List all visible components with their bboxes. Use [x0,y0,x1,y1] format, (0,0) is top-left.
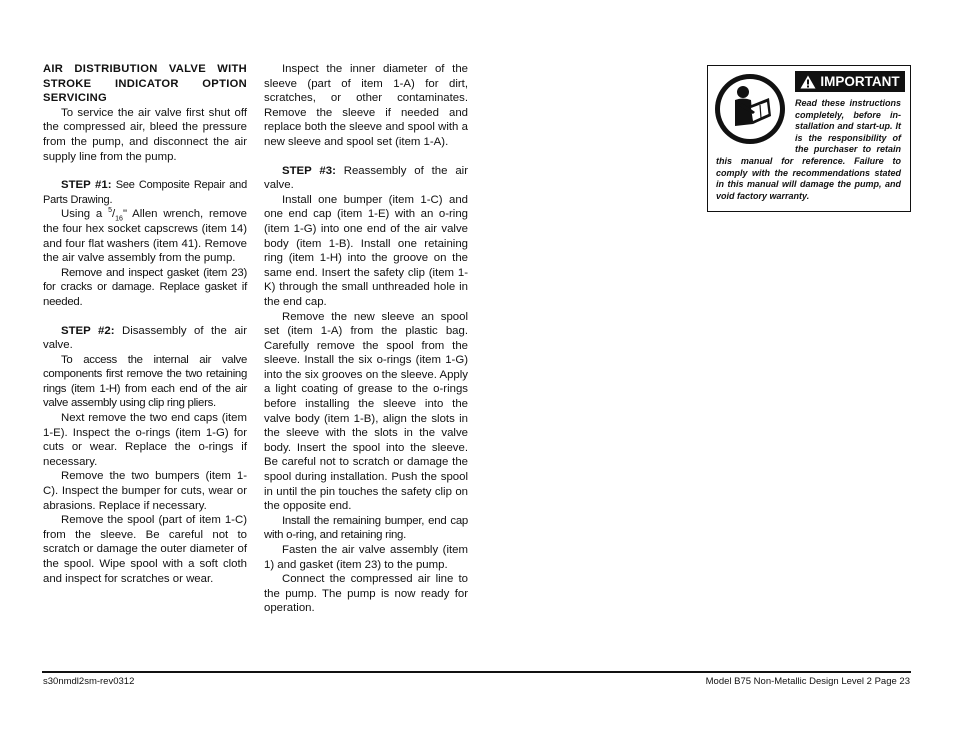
important-notice-box [707,65,911,212]
step2-text: Disassembly of the air valve. [43,324,247,352]
install-paragraph: Install one bumper (item 1-C) and one end cap (item 1-E) with an o-ring (item 1-G) into one end of the air valve body (item 1-B). Install one retaining ring (item 1-H) into the groove on the same end. Insert the safety clip (item 1-K) through the small unthreaded hole in the end cap. [264,193,468,308]
fraction-denominator: 16 [115,215,123,223]
section-heading [43,62,247,106]
important-label: IMPORTANT [820,74,900,89]
step1-label: STEP #1: [61,179,112,192]
connect-paragraph: Connect the compressed air line to the pump. The pump is now ready for operation. [264,573,468,615]
step1-paragraph [43,178,247,207]
step2-label: STEP #2: [61,324,115,337]
intro-paragraph: To service the air valve first shut off the compressed air, bleed the pressure from the pump, and disconnect the air supply line from the pump. [43,106,247,163]
step3-label: STEP #3: [282,164,336,177]
wrench-paragraph: Using a $^5/_{16}$" Allen wrench, remove the four hex socket capscrews (item 14) and four flat washers (item 41). Remove the air valve assembly from the pump. [43,207,247,265]
spool-paragraph: Remove the spool (part of item 1-C) from the sleeve. Be careful not to scratch or damage the outer diameter of the spool. Wipe spool with a soft cloth and inspect for scratches or wear. [43,514,247,585]
new-sleeve-paragraph: Remove the new sleeve an spool set (item 1-A) from the plastic bag. Carefully remove the spool from the sleeve. Install the six o-rings (item 1-G) into the six grooves on the sleeve. Apply a light coating of grease to the o-rings before installing the sleeve into the valve body (item 1-B), align the slots in the sleeve with the slots in the valve body. Insert the spool into the sleeve. Be careful not to scratch or damage the spool during installation. Push the spool in until the pin touches the safety clip on the opposite end. [264,310,468,513]
step1-text: See Composite Repair and Parts Drawing. [43,179,247,206]
gasket-paragraph: Remove and inspect gasket (item 23) for cracks or damage. Replace gasket if needed. [43,266,247,308]
footer-rule [42,671,911,673]
remaining-paragraph: Install the remaining bumper, end cap with o-ring, and retaining ring. [264,514,468,542]
fraction-numerator: 5 [108,207,112,215]
important-banner [795,71,905,92]
heading-line-2: STROKE INDICATOR OPTION [43,77,247,90]
inspect-paragraph: Inspect the inner diameter of the sleeve (part of item 1-A) for dirt, scratches, or other contaminates. Remove the sleeve if needed and replace both the sleeve and spool with a new sleeve and spool set (item 1-A). [264,63,468,148]
middle-column [264,62,468,616]
left-column [43,62,247,586]
endcaps-paragraph: Next remove the two end caps (item 1-E). Inspect the o-rings (item 1-G) for cuts or wear. Replace the o-rings if necessary. [43,412,247,468]
wrench-text-post: " Allen wrench, remove the four hex socket capscrews (item 14) and four flat washers (item 41). Remove the air valve assembly from the pump. [43,208,247,265]
bumpers-paragraph: Remove the two bumpers (item 1-C). Inspect the bumper for cuts, wear or abrasions. Replace if necessary. [43,470,247,512]
wrench-text-pre: Using a [61,208,109,221]
access-paragraph: To access the internal air valve components first remove the two retaining rings (item 1-H) from each end of the air valve assembly using clip ring pliers. [43,353,247,410]
step3-text: Reassembly of the air valve. [264,164,468,192]
warning-triangle-icon [800,75,816,89]
important-text-right: Read these instructions completely, before in-stallation and start-up. It is the responsibility of the purchaser to retain [795,98,901,155]
read-manual-icon [713,72,787,146]
step2-paragraph [43,324,247,353]
footer-doc-code: s30nmdl2sm-rev0312 [43,676,135,687]
step3-paragraph [264,164,468,193]
heading-line-3: SERVICING [43,92,108,105]
heading-line-1: AIR DISTRIBUTION VALVE WITH [43,63,247,75]
fasten-paragraph: Fasten the air valve assembly (item 1) and gasket (item 23) to the pump. [264,544,468,571]
important-text-full: this manual for reference. Failure to comply with the recommendations stated in this manual will damage the pump, and void factory warranty. [716,156,901,201]
footer-page-info: Model B75 Non-Metallic Design Level 2 Page 23 [705,676,910,687]
